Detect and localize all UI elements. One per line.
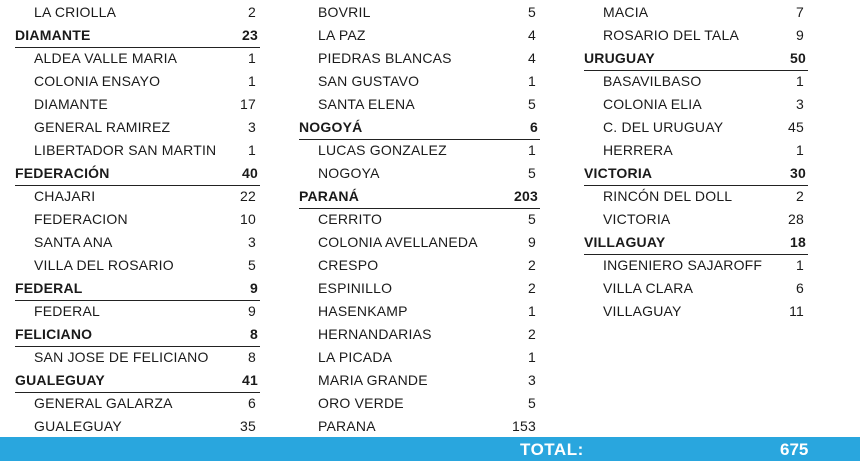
locality-count: 5 xyxy=(248,257,256,273)
department-count: 30 xyxy=(790,165,806,181)
locality-name: CRESPO xyxy=(318,257,379,273)
locality-row xyxy=(15,231,260,254)
locality-count: 28 xyxy=(788,211,804,227)
locality-count: 1 xyxy=(248,73,256,89)
locality-row xyxy=(15,1,260,24)
locality-count: 1 xyxy=(528,349,536,365)
locality-count: 2 xyxy=(248,4,256,20)
locality-row xyxy=(15,47,260,70)
locality-name: ALDEA VALLE MARIA xyxy=(34,50,178,66)
department-header-row xyxy=(15,24,260,48)
department-header-row xyxy=(584,162,808,186)
locality-count: 1 xyxy=(796,142,804,158)
locality-name: INGENIERO SAJAROFF xyxy=(603,257,763,273)
locality-count: 1 xyxy=(528,142,536,158)
locality-name: COLONIA AVELLANEDA xyxy=(318,234,478,250)
locality-name: CERRITO xyxy=(318,211,383,227)
locality-count: 45 xyxy=(788,119,804,135)
department-count: 203 xyxy=(514,188,538,204)
department-count: 6 xyxy=(530,119,538,135)
locality-name: ROSARIO DEL TALA xyxy=(603,27,739,43)
department-name: VICTORIA xyxy=(584,165,653,181)
locality-name: LA PAZ xyxy=(318,27,366,43)
locality-count: 1 xyxy=(796,257,804,273)
department-header-row xyxy=(15,162,260,186)
locality-count: 3 xyxy=(248,234,256,250)
locality-row xyxy=(299,346,540,369)
department-count: 50 xyxy=(790,50,806,66)
locality-row xyxy=(299,392,540,415)
department-count: 40 xyxy=(242,165,258,181)
locality-name: PIEDRAS BLANCAS xyxy=(318,50,452,66)
locality-count: 1 xyxy=(528,303,536,319)
locality-row xyxy=(15,208,260,231)
department-name: DIAMANTE xyxy=(15,27,91,43)
locality-name: VILLAGUAY xyxy=(603,303,682,319)
locality-name: VILLA CLARA xyxy=(603,280,694,296)
total-bar xyxy=(0,437,860,461)
locality-name: BASAVILBASO xyxy=(603,73,702,89)
locality-count: 9 xyxy=(528,234,536,250)
locality-row xyxy=(584,24,808,47)
locality-count: 8 xyxy=(248,349,256,365)
locality-count: 5 xyxy=(528,4,536,20)
locality-row xyxy=(299,93,540,116)
department-count: 23 xyxy=(242,27,258,43)
locality-row xyxy=(584,70,808,93)
locality-count: 6 xyxy=(248,395,256,411)
locality-count: 5 xyxy=(528,395,536,411)
locality-name: COLONIA ELIA xyxy=(603,96,702,112)
department-header-row xyxy=(15,323,260,347)
department-count: 18 xyxy=(790,234,806,250)
locality-count: 2 xyxy=(528,326,536,342)
locality-row xyxy=(299,208,540,231)
total-label: TOTAL: xyxy=(520,440,584,459)
locality-name: COLONIA ENSAYO xyxy=(34,73,161,89)
locality-name: CHAJARI xyxy=(34,188,96,204)
locality-row xyxy=(584,277,808,300)
locality-name: ESPINILLO xyxy=(318,280,393,296)
locality-count: 3 xyxy=(528,372,536,388)
department-name: FEDERACIÓN xyxy=(15,165,110,181)
locality-name: BOVRIL xyxy=(318,4,371,20)
locality-count: 2 xyxy=(796,188,804,204)
locality-row xyxy=(15,300,260,323)
locality-name: HERRERA xyxy=(603,142,673,158)
locality-row xyxy=(584,254,808,277)
locality-count: 9 xyxy=(248,303,256,319)
locality-row xyxy=(15,415,260,438)
locality-name: LIBERTADOR SAN MARTIN xyxy=(34,142,217,158)
locality-count: 2 xyxy=(528,280,536,296)
locality-row xyxy=(15,70,260,93)
locality-count: 6 xyxy=(796,280,804,296)
department-count: 8 xyxy=(250,326,258,342)
department-count: 9 xyxy=(250,280,258,296)
locality-row xyxy=(299,70,540,93)
locality-count: 1 xyxy=(528,73,536,89)
locality-name: VILLA DEL ROSARIO xyxy=(34,257,174,273)
locality-row xyxy=(584,116,808,139)
locality-row xyxy=(584,1,808,24)
locality-row xyxy=(299,47,540,70)
locality-row xyxy=(584,300,808,323)
locality-name: C. DEL URUGUAY xyxy=(603,119,724,135)
locality-count: 153 xyxy=(512,418,536,434)
locality-name: SANTA ELENA xyxy=(318,96,415,112)
locality-name: VICTORIA xyxy=(603,211,671,227)
locality-row xyxy=(15,139,260,162)
locality-row xyxy=(299,300,540,323)
locality-row xyxy=(299,277,540,300)
locality-name: HASENKAMP xyxy=(318,303,408,319)
locality-row xyxy=(299,231,540,254)
department-header-row xyxy=(584,47,808,71)
locality-name: SANTA ANA xyxy=(34,234,113,250)
locality-name: MACIA xyxy=(603,4,649,20)
locality-row xyxy=(15,93,260,116)
locality-name: LA PICADA xyxy=(318,349,393,365)
locality-row xyxy=(15,185,260,208)
locality-name: HERNANDARIAS xyxy=(318,326,432,342)
locality-name: FEDERAL xyxy=(34,303,100,319)
locality-count: 22 xyxy=(240,188,256,204)
locality-row xyxy=(299,254,540,277)
department-name: FELICIANO xyxy=(15,326,93,342)
department-name: URUGUAY xyxy=(584,50,655,66)
locality-name: SAN GUSTAVO xyxy=(318,73,420,89)
locality-row xyxy=(15,392,260,415)
locality-count: 2 xyxy=(528,257,536,273)
locality-name: LUCAS GONZALEZ xyxy=(318,142,447,158)
locality-count: 1 xyxy=(796,73,804,89)
locality-count: 3 xyxy=(248,119,256,135)
locality-row xyxy=(299,162,540,185)
locality-name: SAN JOSE DE FELICIANO xyxy=(34,349,209,365)
locality-count: 11 xyxy=(789,303,804,319)
locality-row xyxy=(15,116,260,139)
department-name: FEDERAL xyxy=(15,280,83,296)
locality-count: 1 xyxy=(248,142,256,158)
locality-name: GENERAL GALARZA xyxy=(34,395,173,411)
locality-name: PARANA xyxy=(318,418,376,434)
locality-row xyxy=(299,323,540,346)
total-value: 675 xyxy=(780,440,809,459)
department-name: VILLAGUAY xyxy=(584,234,666,250)
locality-count: 35 xyxy=(240,418,256,434)
locality-count: 5 xyxy=(528,96,536,112)
locality-row xyxy=(584,208,808,231)
locality-count: 1 xyxy=(248,50,256,66)
department-name: NOGOYÁ xyxy=(299,119,363,135)
locality-count: 10 xyxy=(240,211,256,227)
department-header-row xyxy=(15,369,260,393)
locality-row xyxy=(584,185,808,208)
locality-name: DIAMANTE xyxy=(34,96,108,112)
locality-count: 4 xyxy=(528,27,536,43)
department-header-row xyxy=(299,185,540,209)
locality-name: GUALEGUAY xyxy=(34,418,122,434)
locality-row xyxy=(15,254,260,277)
locality-count: 5 xyxy=(528,211,536,227)
locality-row xyxy=(299,24,540,47)
locality-count: 5 xyxy=(528,165,536,181)
locality-name: RINCÓN DEL DOLL xyxy=(603,188,733,204)
department-header-row xyxy=(15,277,260,301)
locality-row xyxy=(299,415,540,438)
locality-name: NOGOYA xyxy=(318,165,380,181)
locality-row xyxy=(15,346,260,369)
locality-row xyxy=(299,369,540,392)
locality-name: FEDERACION xyxy=(34,211,128,227)
locality-count: 7 xyxy=(796,4,804,20)
locality-row xyxy=(299,1,540,24)
department-header-row xyxy=(299,116,540,140)
locality-count: 17 xyxy=(240,96,256,112)
locality-name: MARIA GRANDE xyxy=(318,372,428,388)
department-name: PARANÁ xyxy=(299,188,360,204)
department-header-row xyxy=(584,231,808,255)
department-name: GUALEGUAY xyxy=(15,372,105,388)
locality-name: GENERAL RAMIREZ xyxy=(34,119,171,135)
department-count: 41 xyxy=(242,372,258,388)
locality-row xyxy=(584,139,808,162)
locality-name: LA CRIOLLA xyxy=(34,4,117,20)
locality-count: 9 xyxy=(796,27,804,43)
locality-row xyxy=(299,139,540,162)
locality-name: ORO VERDE xyxy=(318,395,404,411)
locality-count: 4 xyxy=(528,50,536,66)
locality-count: 3 xyxy=(796,96,804,112)
locality-row xyxy=(584,93,808,116)
